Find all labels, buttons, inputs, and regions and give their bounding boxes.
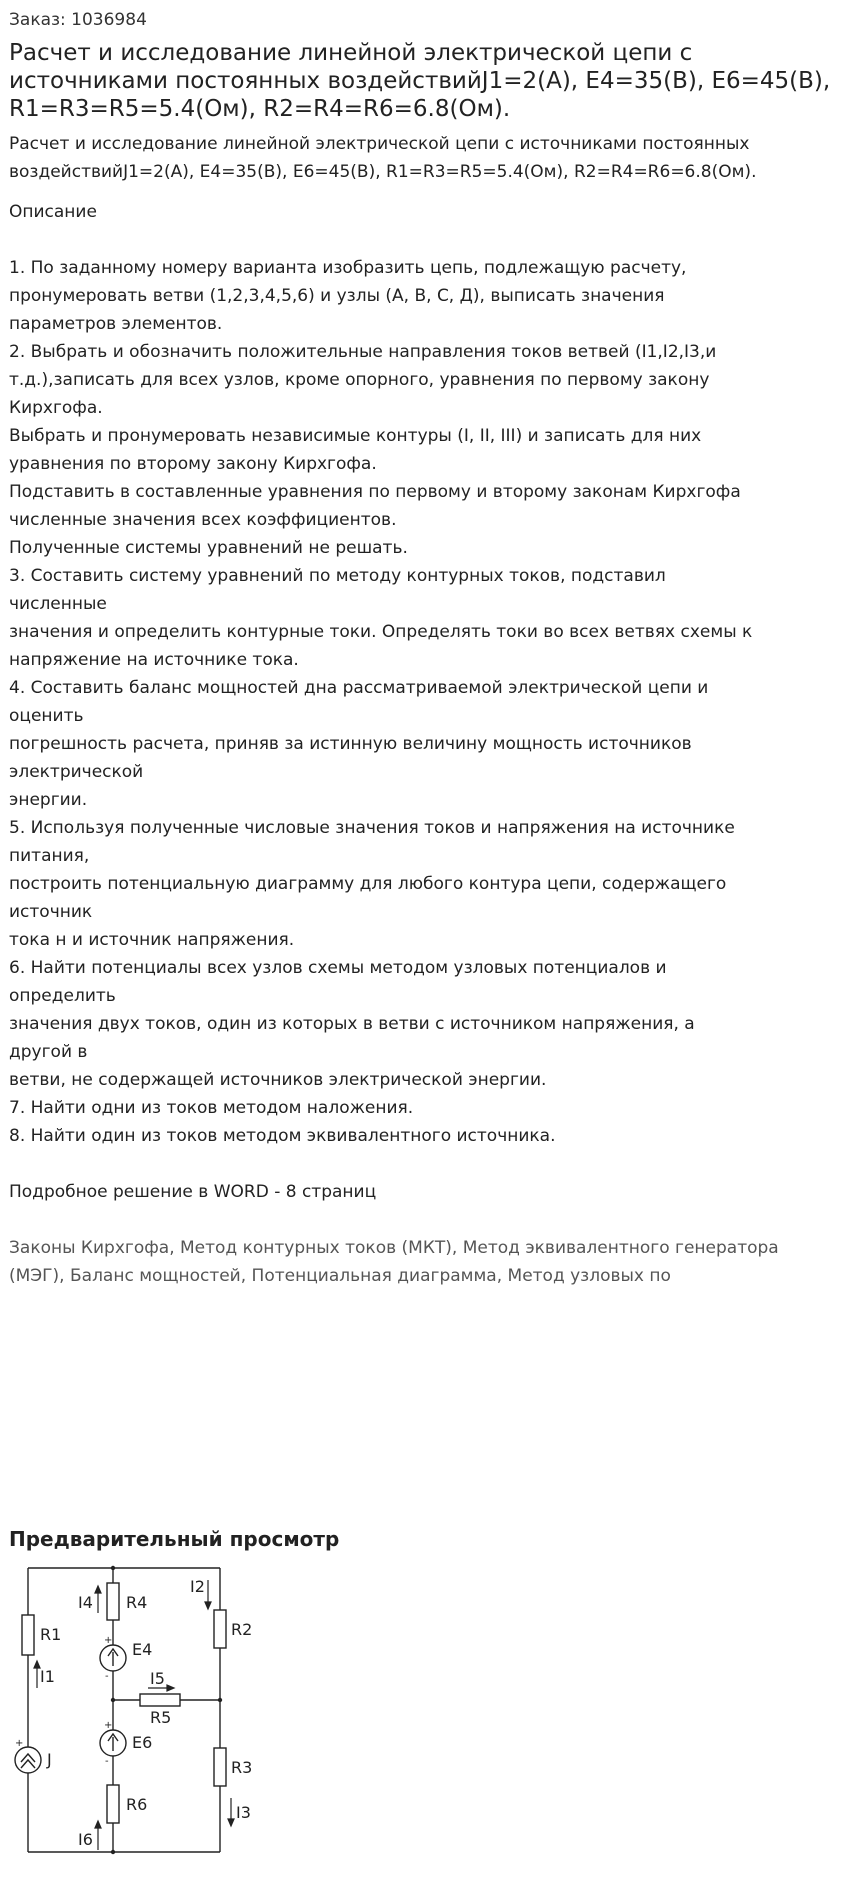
i3-arrow-head <box>228 1819 234 1826</box>
tag-separator: , <box>59 1266 70 1286</box>
resistor-r6 <box>107 1785 119 1823</box>
preview-heading: Предварительный просмотр <box>9 1527 340 1551</box>
solution-note: Подробное решение в WORD - 8 страниц <box>9 1182 377 1202</box>
j-plus: + <box>15 1738 24 1749</box>
tag-separator: , <box>169 1238 180 1258</box>
e6-plus: + <box>104 1720 113 1731</box>
description-line: значения и определить контурные токи. Определять токи во всех ветвях схемы к <box>9 622 753 642</box>
i2-arrow-head <box>205 1602 211 1609</box>
description-line: пронумеровать ветви (1,2,3,4,5,6) и узлы (А, В, С, Д), выписать значения <box>9 286 665 306</box>
order-number: Заказ: 1036984 <box>9 10 147 30</box>
i5-arrow-head <box>167 1685 174 1691</box>
description-line: питания, <box>9 846 90 866</box>
description-line: т.д.),записать для всех узлов, кроме опорного, уравнения по первому закону <box>9 370 710 390</box>
label-i2: I2 <box>190 1577 205 1596</box>
description-line: энергии. <box>9 790 88 810</box>
resistor-r5 <box>140 1694 180 1706</box>
label-e6: E6 <box>132 1733 153 1752</box>
label-i3: I3 <box>236 1803 251 1822</box>
label-r2: R2 <box>231 1620 253 1639</box>
resistor-r3 <box>214 1748 226 1786</box>
description-line: оценить <box>9 706 84 726</box>
page-title: Расчет и исследование линейной электрической цепи с источниками постоянных воздействийJ1=2(A), E4=35(B), E6=45(B), R1=R3=R5=5.4(Ом), R2=R4=R6=6.8(Ом). <box>9 40 831 122</box>
tag-separator: , <box>240 1266 252 1286</box>
description-line: тока н и источник напряжения. <box>9 930 295 950</box>
tag-separator: , <box>496 1266 508 1286</box>
tag-link[interactable]: Метод контурных токов (МКТ) <box>180 1238 452 1258</box>
label-i6: I6 <box>78 1830 93 1849</box>
label-i1: I1 <box>40 1667 55 1686</box>
description-line: 7. Найти одни из токов методом наложения. <box>9 1098 414 1118</box>
node-right <box>218 1698 222 1702</box>
node-bottom <box>111 1850 115 1854</box>
label-i5: I5 <box>150 1669 165 1688</box>
description-line: ветви, не содержащей источников электрической энергии. <box>9 1070 547 1090</box>
description-line: Полученные системы уравнений не решать. <box>9 538 408 558</box>
tag-separator: , <box>451 1238 463 1258</box>
description-line: напряжение на источнике тока. <box>9 650 299 670</box>
tag-list <box>9 1234 789 1290</box>
label-i4: I4 <box>78 1593 93 1612</box>
description-line: Подставить в составленные уравнения по первому и второму законам Кирхгофа <box>9 482 741 502</box>
label-r1: R1 <box>40 1625 62 1644</box>
description-body <box>9 254 838 1150</box>
node-middle <box>111 1698 115 1702</box>
tag-link[interactable]: Метод узловых по <box>507 1266 671 1286</box>
i4-arrow-head <box>95 1586 101 1593</box>
description-line: 4. Составить баланс мощностей дна рассматриваемой электрической цепи и <box>9 678 709 698</box>
label-e4: E4 <box>132 1640 153 1659</box>
label-r6: R6 <box>126 1795 148 1814</box>
description-line: определить <box>9 986 116 1006</box>
description-line: 5. Используя полученные числовые значения токов и напряжения на источнике <box>9 818 735 838</box>
e4-minus: - <box>105 1671 109 1682</box>
description-line: погрешность расчета, приняв за истинную величину мощность источников <box>9 734 692 754</box>
node-top <box>111 1566 115 1570</box>
label-r5: R5 <box>150 1708 172 1727</box>
e6-minus: - <box>105 1756 109 1767</box>
description-line: численные значения всех коэффициентов. <box>9 510 397 530</box>
label-r4: R4 <box>126 1593 148 1612</box>
description-line: построить потенциальную диаграмму для любого контура цепи, содержащего <box>9 874 727 894</box>
description-line: 1. По заданному номеру варианта изобразить цепь, подлежащую расчету, <box>9 258 687 278</box>
description-line: значения двух токов, один из которых в ветви с источником напряжения, а <box>9 1014 695 1034</box>
i6-arrow-head <box>95 1821 101 1828</box>
description-line: 2. Выбрать и обозначить положительные направления токов ветвей (I1,I2,I3,и <box>9 342 717 362</box>
resistor-r2 <box>214 1610 226 1648</box>
description-line: параметров элементов. <box>9 314 223 334</box>
label-j: J <box>47 1750 52 1769</box>
tag-link[interactable]: Баланс мощностей <box>69 1266 241 1286</box>
description-line: 3. Составить систему уравнений по методу контурных токов, подставил <box>9 566 666 586</box>
description-line: источник <box>9 902 93 922</box>
description-line: 8. Найти один из токов методом эквивалентного источника. <box>9 1126 556 1146</box>
description-line: электрической <box>9 762 144 782</box>
description-line: другой в <box>9 1042 88 1062</box>
description-line: численные <box>9 594 107 614</box>
resistor-r4 <box>107 1583 119 1620</box>
tag-link[interactable]: Законы Кирхгофа <box>9 1238 170 1258</box>
tag-link[interactable]: Потенциальная диаграмма <box>251 1266 497 1286</box>
description-line: Кирхгофа. <box>9 398 103 418</box>
description-line: уравнения по второму закону Кирхгофа. <box>9 454 377 474</box>
tag-link[interactable]: Метод эквивалентного генератора (МЭГ) <box>9 1238 779 1286</box>
description-line: 6. Найти потенциалы всех узлов схемы методом узловых потенциалов и <box>9 958 667 978</box>
page-subtitle: Расчет и исследование линейной электрической цепи с источниками постоянных воздействийJ1=2(A), E4=35(B), E6=45(B), R1=R3=R5=5.4(Ом), R2=R4=R6=6.8(Ом). <box>9 134 757 182</box>
circuit-diagram <box>0 1560 300 1860</box>
resistor-r1 <box>22 1615 34 1655</box>
description-heading: Описание <box>9 202 97 222</box>
label-r3: R3 <box>231 1758 253 1777</box>
e4-plus: + <box>104 1635 113 1646</box>
description-line: Выбрать и пронумеровать независимые контуры (I, II, III) и записать для них <box>9 426 702 446</box>
